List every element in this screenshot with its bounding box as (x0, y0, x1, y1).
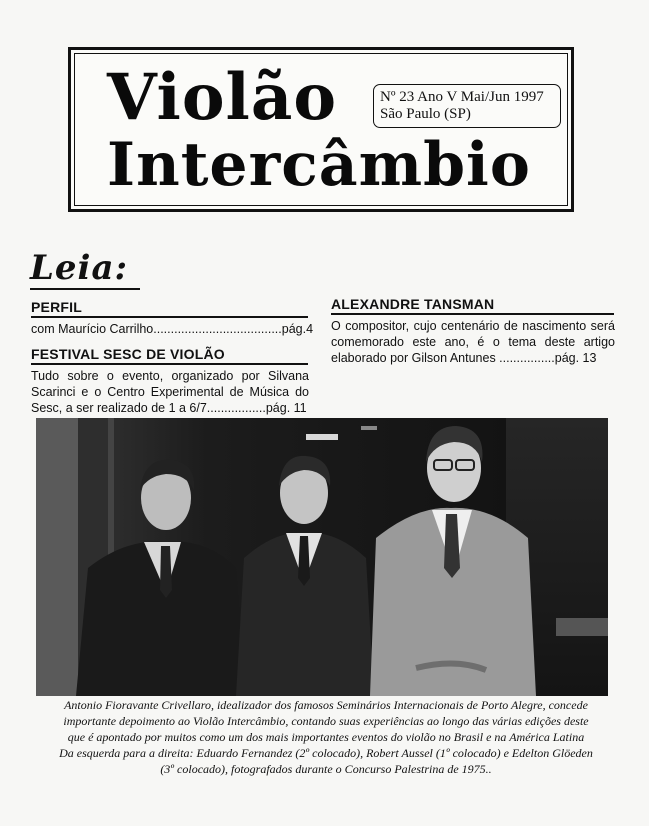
masthead-title-line1: Violão (107, 60, 337, 135)
festival-text: Tudo sobre o evento, organizado por Silvana Scarinci e o Centro Experimental de Música do Sesc, a ser realizado de 1 a 6/7.................pág. 11 (31, 369, 309, 415)
masthead (68, 47, 574, 212)
group-photo (36, 418, 608, 696)
tansman-heading: ALEXANDRE TANSMAN (331, 296, 495, 312)
photo-illustration (36, 418, 608, 696)
caption-line: Antonio Fioravante Crivellaro, idealizador dos famosos Seminários Internacionais de Porto Alegre, concede (64, 698, 588, 712)
leia-underline (30, 288, 140, 290)
masthead-title-line2: Intercâmbio (107, 130, 531, 200)
festival-heading: FESTIVAL SESC DE VIOLÃO (31, 346, 225, 362)
festival-rule (31, 363, 308, 365)
caption-line: que é apontado por muitos como um dos mais importantes eventos do violão no Brasil e na América Latina (67, 730, 585, 744)
perfil-rule (31, 316, 308, 318)
issue-location: São Paulo (SP) (380, 106, 471, 122)
issue-number: Nº 23 Ano V Mai/Jun 1997 (380, 89, 544, 105)
caption-line: importante depoimento ao Violão Intercâmbio, contando suas experiências ao longo das várias edições deste (63, 714, 589, 728)
tansman-text: O compositor, cujo centenário de nascimento será comemorado este ano, é o tema deste artigo elaborado por Gilson Antunes ................pág. 13 (331, 319, 615, 365)
issue-info-box (373, 84, 561, 128)
tansman-rule (331, 313, 614, 315)
caption-line: (3º colocado), fotografados durante o Concurso Palestrina de 1975.. (160, 762, 492, 776)
perfil-text: com Maurício Carrilho.....................................pág.4 (31, 322, 314, 336)
perfil-heading: PERFIL (31, 299, 82, 315)
caption-line: Da esquerda para a direita: Eduardo Fernandez (2º colocado), Robert Aussel (1º colocado) e Edelton Glöeden (59, 746, 593, 760)
leia-heading: Leia: (30, 248, 129, 288)
photo-caption (36, 697, 616, 777)
